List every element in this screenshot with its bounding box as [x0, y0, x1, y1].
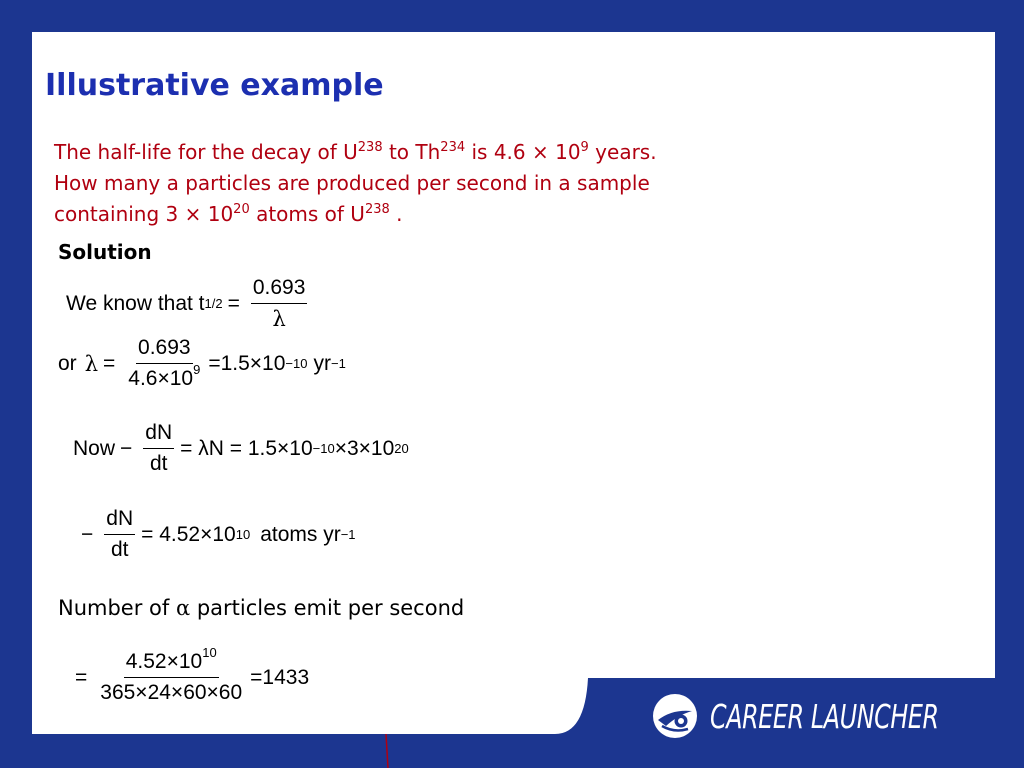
- equation-rate-result: − $\frac{dN}{dt}$ = 4.52×10 10 atoms yr −1: [81, 507, 356, 561]
- equation-final: = $\frac{4.52\times 10^{10}}{365\times 24\times 60\times 60}$ =1433: [75, 645, 310, 704]
- career-launcher-brand: [652, 688, 1024, 744]
- brand-name: CAREER LAUNCHER: [710, 696, 939, 736]
- problem-statement: [54, 137, 914, 230]
- equation-half-life: We know that t 1/2 = $\frac{0.693}{\lambda}$: [66, 276, 306, 331]
- problem-line-1: The half-life for the decay of $U^{238}$ to Th$^{234}$ is $4.6 \times 10^9$ years.: [54, 140, 657, 164]
- fraction: $\frac{0.693}{4.6\times 10^9}$: [128, 336, 201, 390]
- solution-heading: Solution: [58, 240, 152, 264]
- fraction: $\frac{dN}{dt}$: [145, 421, 173, 475]
- problem-line-2: How many a particles are produced per second in a sample: [54, 171, 650, 195]
- fraction: $\frac{4.52\times 10^{10}}{365\times 24\times 60\times 60}$: [100, 645, 243, 704]
- fraction: $\frac{0.693}{\lambda}$: [252, 276, 306, 331]
- alpha-particles-line: Number of α particles emit per second: [58, 596, 465, 620]
- equation-activity: Now − $\frac{dN}{dt}$ = λN = 1.5×10 −10 ×3×10 20: [73, 421, 409, 475]
- problem-line-3: containing $3 \times 10^{20}$ atoms of $U^{238}$ .: [54, 202, 403, 226]
- slide-title: Illustrative example: [45, 68, 384, 103]
- equation-lambda: or λ = $\frac{0.693}{4.6\times 10^9}$ =1.5×10 −10 yr −1: [58, 336, 346, 390]
- career-launcher-logo-icon: [652, 693, 698, 739]
- fraction: $\frac{dN}{dt}$: [106, 507, 134, 561]
